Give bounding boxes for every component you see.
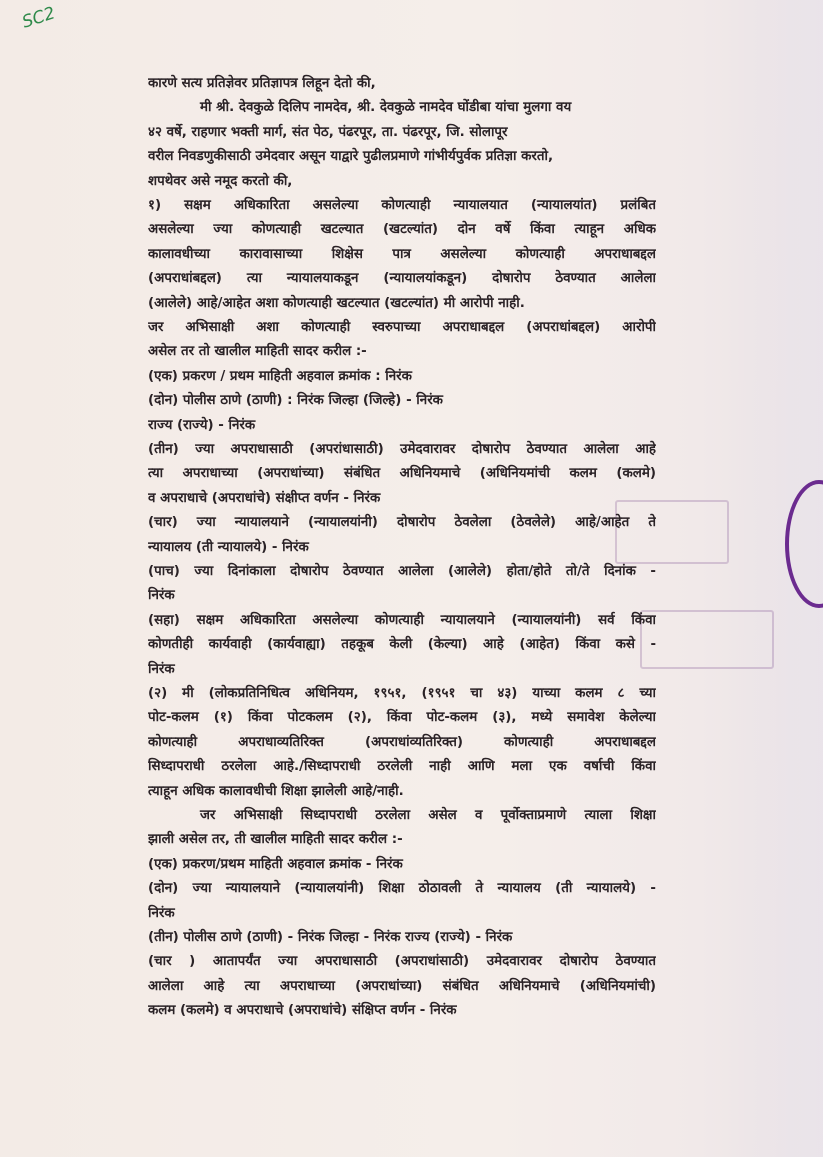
- document-line: कालावधीच्या कारावासाच्या शिक्षेस पात्र असलेल्या कोणत्याही अपराधाबद्दल: [148, 246, 656, 262]
- document-line: कलम (कलमे) व अपराधाचे (अपराधांचे) संक्षिप्त वर्णन - निरंक: [148, 1003, 457, 1019]
- affidavit-body: [148, 72, 656, 1024]
- document-line: शपथेवर असे नमूद करतो की,: [148, 173, 293, 189]
- document-line: (एक) प्रकरण / प्रथम माहिती अहवाल क्रमांक : निरंक: [148, 368, 412, 384]
- document-line: न्यायालय (ती न्यायालये) - निरंक: [148, 539, 309, 555]
- document-line: (तीन) पोलीस ठाणे (ठाणी) - निरंक जिल्हा - निरंक राज्य (राज्ये) - निरंक: [148, 929, 513, 945]
- document-line: (चार) ज्या न्यायालयाने (न्यायालयांनी) दोषारोप ठेवलेला (ठेवलेले) आहे/आहेत ते: [148, 515, 656, 531]
- document-line: (एक) प्रकरण/प्रथम माहिती अहवाल क्रमांक - निरंक: [148, 856, 403, 872]
- document-line: (दोन) ज्या न्यायालयाने (न्यायालयांनी) शिक्षा ठोठावली ते न्यायालय (ती न्यायालये) -: [148, 881, 656, 897]
- document-line: (अपराधांबद्दल) त्या न्यायालयाकडून (न्यायालयांकडून) दोषारोप ठेवण्यात आलेला: [148, 271, 656, 287]
- document-line: जर अभिसाक्षी सिध्दापराधी ठरलेला असेल व पूर्वोक्ताप्रमाणे त्याला शिक्षा: [200, 807, 656, 823]
- document-line: आलेला आहे त्या अपराधाच्या (अपराधांच्या) संबंधित अधिनियमाचे (अधिनियमांची): [148, 978, 656, 994]
- document-line: सिध्दापराधी ठरलेला आहे./सिध्दापराधी ठरलेली नाही आणि मला एक वर्षाची किंवा: [148, 759, 656, 775]
- document-line: मी श्री. देवकुळे दिलिप नामदेव, श्री. देवकुळे नामदेव घोंडीबा यांचा मुलगा वय: [200, 100, 572, 116]
- document-line: (आलेले) आहे/आहेत अशा कोणत्याही खटल्यात (खटल्यांत) मी आरोपी नाही.: [148, 295, 525, 311]
- document-line: (दोन) पोलीस ठाणे (ठाणी) : निरंक जिल्हा (जिल्हे) - निरंक: [148, 393, 443, 409]
- document-line: राज्य (राज्ये) - निरंक: [148, 417, 256, 433]
- document-line: त्याहून अधिक कालावधीची शिक्षा झालेली आहे/नाही.: [148, 783, 404, 799]
- document-line: (तीन) ज्या अपराधासाठी (अपरांधासाठी) उमेदवारावर दोषारोप ठेवण्यात आलेला आहे: [148, 442, 656, 458]
- document-line: त्या अपराधाच्या (अपराधांच्या) संबंधित अधिनियमाचे (अधिनियमांची कलम (कलमे): [148, 466, 656, 482]
- document-line: जर अभिसाक्षी अशा कोणत्याही स्वरुपाच्या अपराधाबद्दल (अपराधांबद्दल) आरोपी: [148, 320, 656, 335]
- document-line: वरील निवडणुकीसाठी उमेदवार असून याद्वारे पुढीलप्रमाणे गांभीर्यपुर्वक प्रतिज्ञा करतो,: [148, 149, 554, 165]
- document-line: कोणतीही कार्यवाही (कार्यवाह्या) तहकूब केली (केल्या) आहे (आहेत) किंवा कसे -: [148, 637, 656, 653]
- bleed-through-stamp: [640, 610, 774, 669]
- document-line: निरंक: [148, 661, 175, 677]
- document-line: (पाच) ज्या दिनांकाला दोषारोप ठेवण्यात आलेला (आलेले) होता/होते तो/ते दिनांक -: [148, 564, 656, 579]
- document-line: असलेल्या ज्या कोणत्याही खटल्यात (खटल्यांत) दोन वर्षे किंवा त्याहून अधिक: [148, 222, 656, 238]
- document-line: पोट-कलम (१) किंवा पोटकलम (२), किंवा पोट-कलम (३), मध्ये समावेश केलेल्या: [148, 710, 656, 726]
- document-line: व अपराधाचे (अपराधांचे) संक्षीप्त वर्णन - निरंक: [148, 490, 381, 506]
- document-line: कारणे सत्य प्रतिज्ञेवर प्रतिज्ञापत्र लिहून देतो की,: [148, 76, 376, 91]
- document-line: निरंक: [148, 905, 175, 921]
- document-line: झाली असेल तर, ती खालील माहिती सादर करील :-: [148, 832, 403, 848]
- handwritten-mark: SC2: [19, 3, 58, 33]
- document-line: ४२ वर्षे, राहणार भक्ती मार्ग, संत पेठ, पंढरपूर, ता. पंढरपूर, जि. सोलापूर: [148, 124, 508, 140]
- document-line: असेल तर तो खालील माहिती सादर करील :-: [148, 344, 367, 360]
- document-line: (२) मी (लोकप्रतिनिधित्व अधिनियम, १९५१, (१९५१ चा ४३) याच्या कलम ८ च्या: [148, 685, 656, 701]
- document-line: (सहा) सक्षम अधिकारिता असलेल्या कोणत्याही न्यायालयाने (न्यायालयांनी) सर्व किंवा: [148, 612, 656, 628]
- document-line: १) सक्षम अधिकारिता असलेल्या कोणत्याही न्यायालयात (न्यायालयांत) प्रलंबित: [148, 198, 656, 214]
- document-line: कोणत्याही अपराधाव्यतिरिक्त (अपराधांव्यतिरिक्त) कोणत्याही अपराधाबद्दल: [148, 734, 656, 750]
- document-line: (चार ) आतापर्यंत ज्या अपराधासाठी (अपराधांसाठी) उमेदवारावर दोषारोप ठेवण्यात: [148, 954, 656, 970]
- document-line: निरंक: [148, 588, 175, 604]
